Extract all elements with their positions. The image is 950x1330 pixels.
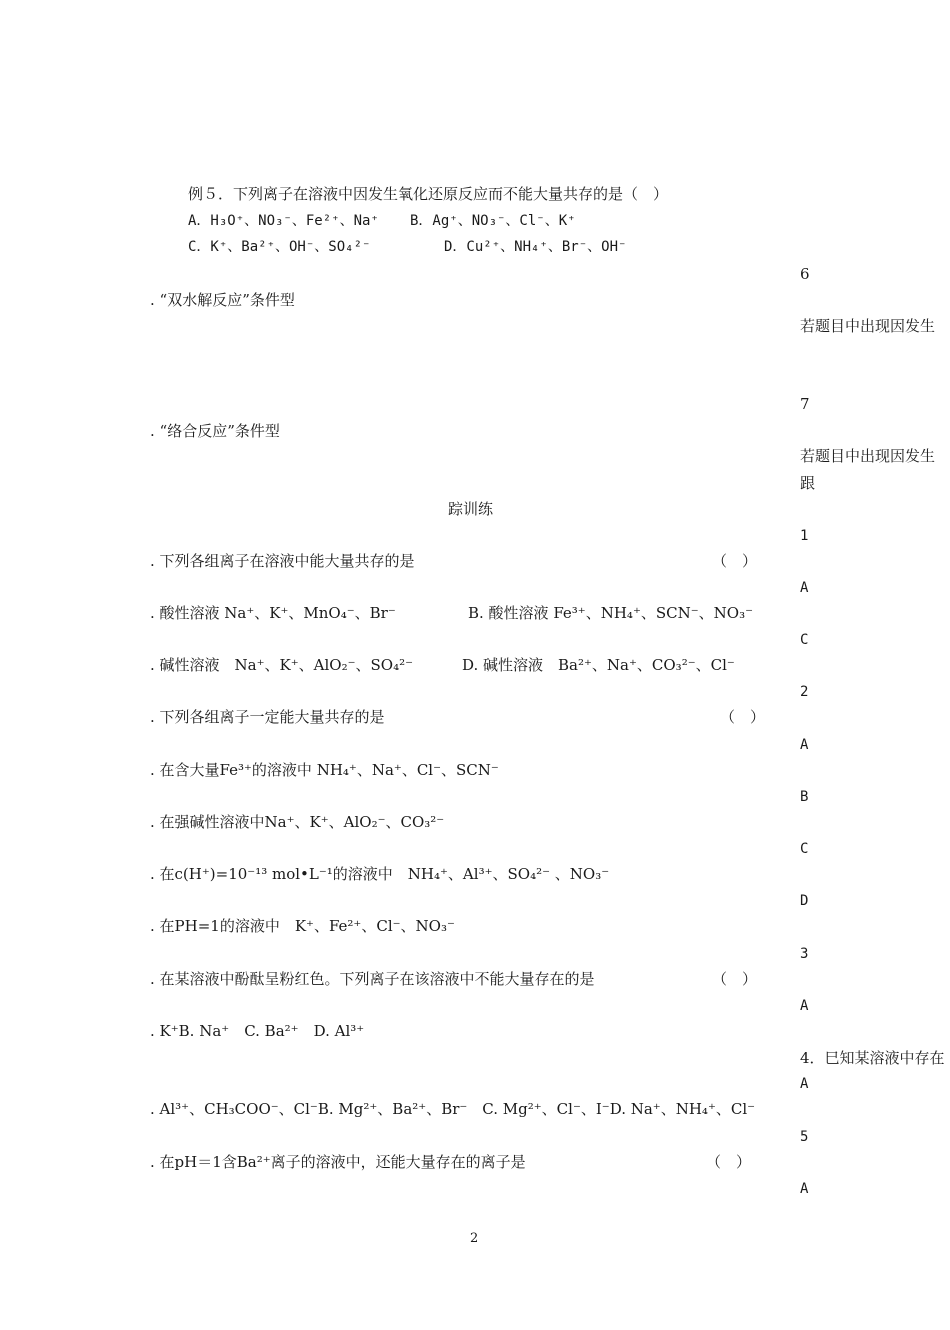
section7-note: 若题目中出现因发生 [800,447,936,465]
q1-stem: . 下列各组离子在溶液中能大量共存的是 [150,552,415,570]
example5-option-a: A．H₃O⁺、NO₃⁻、Fe²⁺、Na⁺ [188,213,379,229]
q2-option-d: . 在PH=1的溶液中 K⁺、Fe²⁺、Cl⁻、NO₃⁻ [150,917,455,935]
section6-number: 6 [800,265,810,283]
q1-option-a: . 酸性溶液 Na⁺、K⁺、MnO₄⁻、Br⁻ [150,604,396,622]
right-q3-option-a: A [800,998,809,1014]
section6-note: 若题目中出现因发生 [800,317,936,335]
right-q5-number: 5 [800,1129,809,1145]
q2-stem: . 下列各组离子一定能大量共存的是 [150,708,385,726]
right-q2-number: 2 [800,684,809,700]
q5-answer-paren: （ ） [706,1153,752,1171]
right-q3-number: 3 [800,946,809,962]
training-title: 踪训练 [448,500,494,518]
q1-option-c: . 碱性溶液 Na⁺、K⁺、AlO₂⁻、SO₄²⁻ [150,656,414,674]
example5-option-b: B．Ag⁺、NO₃⁻、Cl⁻、K⁺ [410,213,576,229]
q3-stem: . 在某溶液中酚酞呈粉红色。下列离子在该溶液中不能大量存在的是 [150,970,595,988]
right-q1-option-a: A [800,580,809,596]
q3-options: . K⁺B. Na⁺ C. Ba²⁺ D. Al³⁺ [150,1022,365,1040]
right-q2-option-b: B [800,789,809,805]
section7-note-tail: 跟 [800,474,816,492]
right-q4-option-a: A [800,1076,809,1092]
example5-option-d: D．Cu²⁺、NH₄⁺、Br⁻、OH⁻ [444,239,627,255]
q1-answer-paren: （ ） [712,552,758,570]
right-q1-option-c: C [800,632,809,648]
q1-option-b: B. 酸性溶液 Fe³⁺、NH₄⁺、SCN⁻、NO₃⁻ [468,604,754,622]
example5-stem: 例５．下列离子在溶液中因发生氧化还原反应而不能大量共存的是（ ） [188,185,669,203]
right-q1-number: 1 [800,528,809,544]
page-number: 2 [470,1231,479,1246]
q2-answer-paren: （ ） [720,708,766,726]
q2-option-c: . 在c(H⁺)=10⁻¹³ mol•L⁻¹的溶液中 NH₄⁺、Al³⁺、SO₄²⁻ 、NO₃⁻ [150,865,610,883]
q4-options: . Al³⁺、CH₃COO⁻、Cl⁻B. Mg²⁺、Ba²⁺、Br⁻ C. Mg²⁺、Cl⁻、I⁻D. Na⁺、NH₄⁺、Cl⁻ [150,1100,756,1118]
q3-answer-paren: （ ） [712,970,758,988]
section7-heading: . “络合反应”条件型 [150,422,280,440]
q2-option-a: . 在含大量Fe³⁺的溶液中 NH₄⁺、Na⁺、Cl⁻、SCN⁻ [150,761,499,779]
q2-option-b: . 在强碱性溶液中Na⁺、K⁺、AlO₂⁻、CO₃²⁻ [150,813,445,831]
right-q2-option-d: D [800,893,809,909]
right-q2-option-a: A [800,737,809,753]
right-q5-option-a: A [800,1181,809,1197]
section7-number: 7 [800,395,810,413]
right-q4-stem: 4．巳知某溶液中存在 [800,1049,945,1067]
q1-option-d: D. 碱性溶液 Ba²⁺、Na⁺、CO₃²⁻、Cl⁻ [462,656,735,674]
example5-option-c: C．K⁺、Ba²⁺、OH⁻、SO₄²⁻ [188,239,371,255]
section6-heading: . “双水解反应”条件型 [150,291,295,309]
q5-stem: . 在pH＝1含Ba²⁺离子的溶液中，还能大量存在的离子是 [150,1153,526,1171]
right-q2-option-c: C [800,841,809,857]
